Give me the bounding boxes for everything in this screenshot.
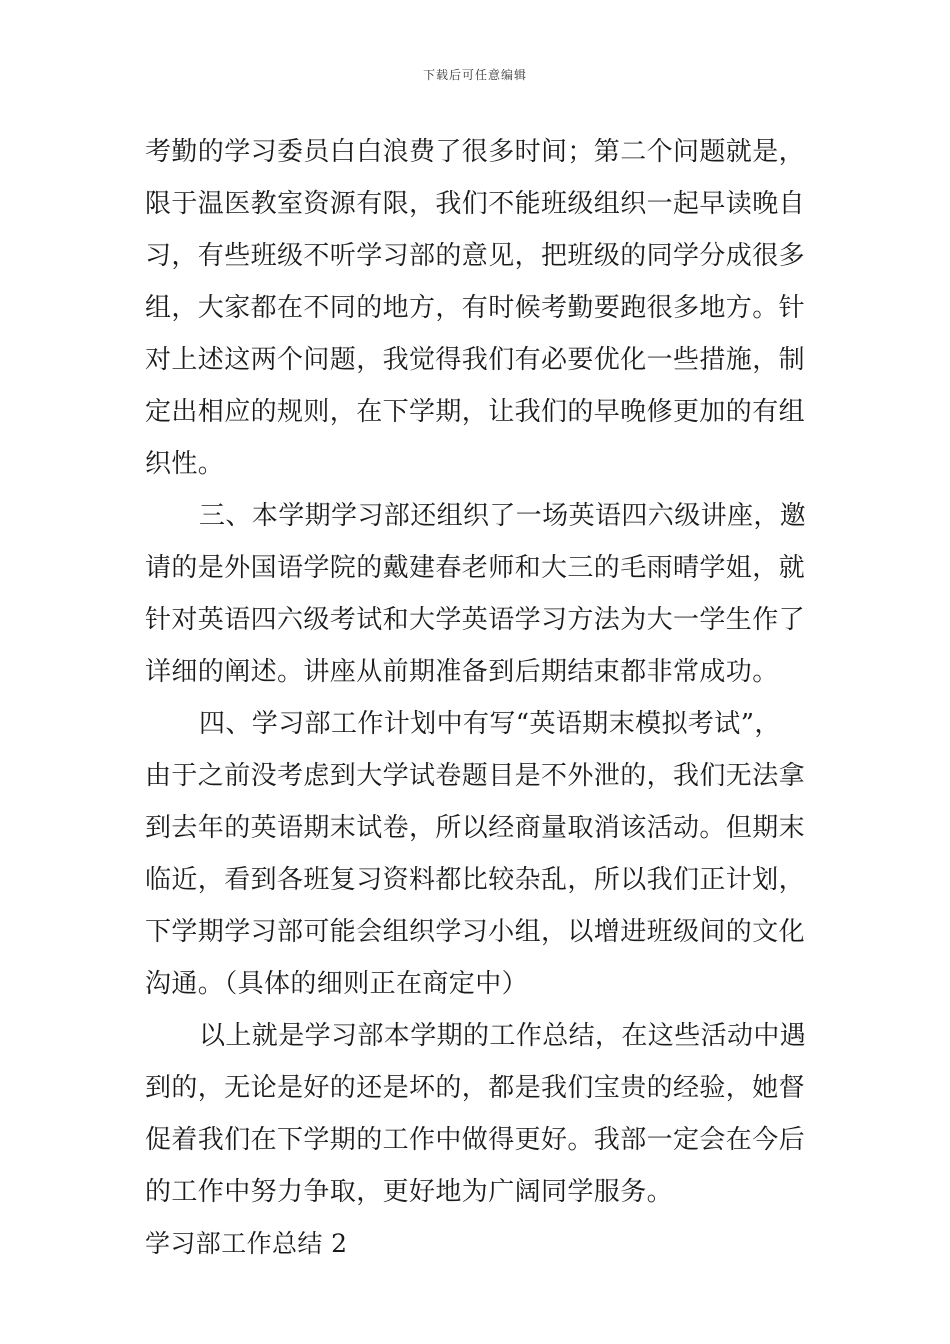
section-heading: 学习部工作总结 2: [145, 1229, 348, 1258]
text-line: 临近，看到各班复习资料都比较杂乱，所以我们正计划，: [145, 865, 806, 895]
paragraph-start-line: 以上就是学习部本学期的工作总结，在这些活动中遇: [199, 1021, 807, 1051]
text-line: 针对英语四六级考试和大学英语学习方法为大一学生作了: [145, 605, 806, 635]
text-line: 习，有些班级不听学习部的意见，把班级的同学分成很多: [145, 241, 806, 271]
text-line: 下学期学习部可能会组织学习小组，以增进班级间的文化: [145, 917, 806, 947]
text-line: 定出相应的规则，在下学期，让我们的早晚修更加的有组: [145, 397, 806, 427]
text-line: 的工作中努力争取，更好地为广阔同学服务。: [145, 1177, 674, 1207]
header-note: 下载后可任意编辑: [422, 68, 527, 82]
text-line: 到去年的英语期末试卷，所以经商量取消该活动。但期末: [145, 813, 806, 843]
paragraph-start-line: 三、本学期学习部还组织了一场英语四六级讲座，邀: [199, 501, 807, 531]
text-line: 促着我们在下学期的工作中做得更好。我部一定会在今后: [145, 1125, 806, 1155]
document-body: [145, 126, 810, 1270]
text-line: 限于温医教室资源有限，我们不能班级组织一起早读晚自: [145, 189, 806, 219]
text-line: 组，大家都在不同的地方，有时候考勤要跑很多地方。针: [145, 293, 806, 323]
text-line: 到的，无论是好的还是坏的，都是我们宝贵的经验，她督: [145, 1073, 806, 1103]
text-line: 考勤的学习委员白白浪费了很多时间；第二个问题就是，: [145, 137, 806, 167]
text-line: 请的是外国语学院的戴建春老师和大三的毛雨晴学姐，就: [145, 553, 806, 583]
paragraph-start-line: 四、学习部工作计划中有写“英语期末模拟考试”，: [199, 709, 781, 739]
text-line: 织性。: [145, 449, 225, 479]
text-line: 对上述这两个问题，我觉得我们有必要优化一些措施，制: [145, 345, 806, 375]
text-line: 详细的阐述。讲座从前期准备到后期结束都非常成功。: [145, 657, 779, 687]
text-line: 沟通。（具体的细则正在商定中）: [145, 969, 529, 999]
text-line: 由于之前没考虑到大学试卷题目是不外泄的，我们无法拿: [145, 761, 806, 791]
